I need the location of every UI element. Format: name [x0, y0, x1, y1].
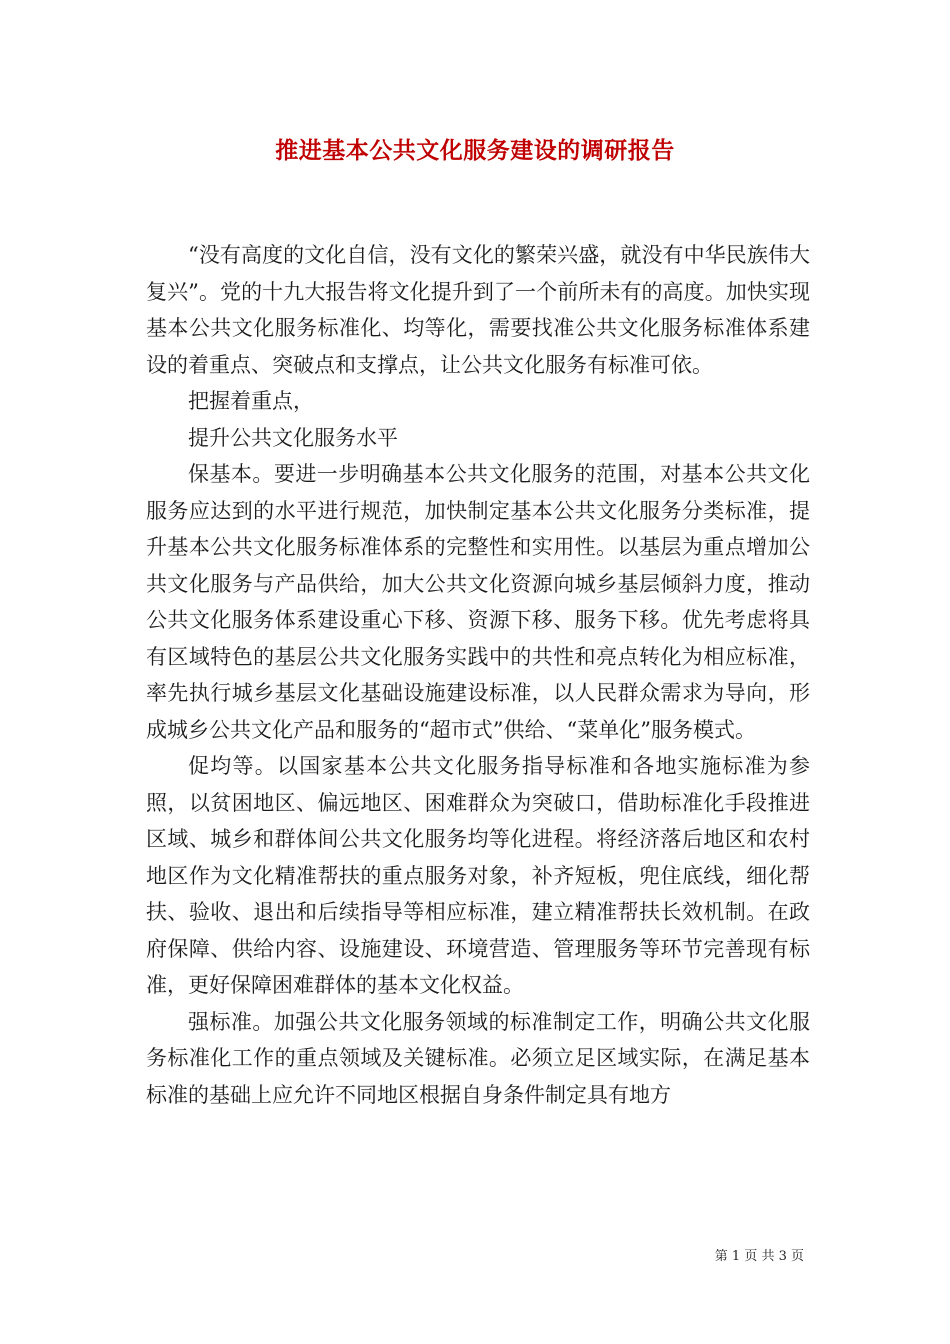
paragraph-basic: 保基本。要进一步明确基本公共文化服务的范围，对基本公共文化服务应达到的水平进行规范，加快制定基本公共文化服务分类标准，提升基本公共文化服务标准体系的完整性和实用性。以基层为重点增加公共文化服务与产品供给，加大公共文化资源向城乡基层倾斜力度，推动公共文化服务体系建设重心下移、资源下移、服务下移。优先考虑将具有区域特色的基层公共文化服务实践中的共性和亮点转化为相应标准，率先执行城乡基层文化基础设施建设标准，以人民群众需求为导向，形成城乡公共文化产品和服务的“超市式”供给、“菜单化”服务模式。 — [146, 462, 810, 742]
document-body — [146, 237, 810, 1113]
page-number: 第 1 页 共 3 页 — [714, 1249, 804, 1264]
paragraph-heading-line-2: 提升公共文化服务水平 — [188, 425, 398, 450]
paragraph-equalization: 促均等。以国家基本公共文化服务指导标准和各地实施标准为参照，以贫困地区、偏远地区、困难群众为突破口，借助标准化手段推进区域、城乡和群体间公共文化服务均等化进程。将经济落后地区和农村地区作为文化精准帮扶的重点服务对象，补齐短板，兜住底线，细化帮扶、验收、退出和后续指导等相应标准，建立精准帮扶长效机制。在政府保障、供给内容、设施建设、环境营造、管理服务等环节完善现有标准，更好保障困难群体的基本文化权益。 — [146, 754, 810, 997]
paragraph-standards: 强标准。加强公共文化服务领域的标准制定工作，明确公共文化服务标准化工作的重点领域及关键标准。必须立足区域实际，在满足基本标准的基础上应允许不同地区根据自身条件制定具有地方 — [146, 1009, 810, 1107]
paragraph-intro: “没有高度的文化自信，没有文化的繁荣兴盛，就没有中华民族伟大复兴”。党的十九大报告将文化提升到了一个前所未有的高度。加快实现基本公共文化服务标准化、均等化，需要找准公共文化服务标准体系建设的着重点、突破点和支撑点，让公共文化服务有标准可依。 — [146, 243, 810, 377]
paragraph-heading-line-1: 把握着重点， — [188, 389, 314, 413]
document-title: 推进基本公共文化服务建设的调研报告 — [275, 137, 675, 164]
